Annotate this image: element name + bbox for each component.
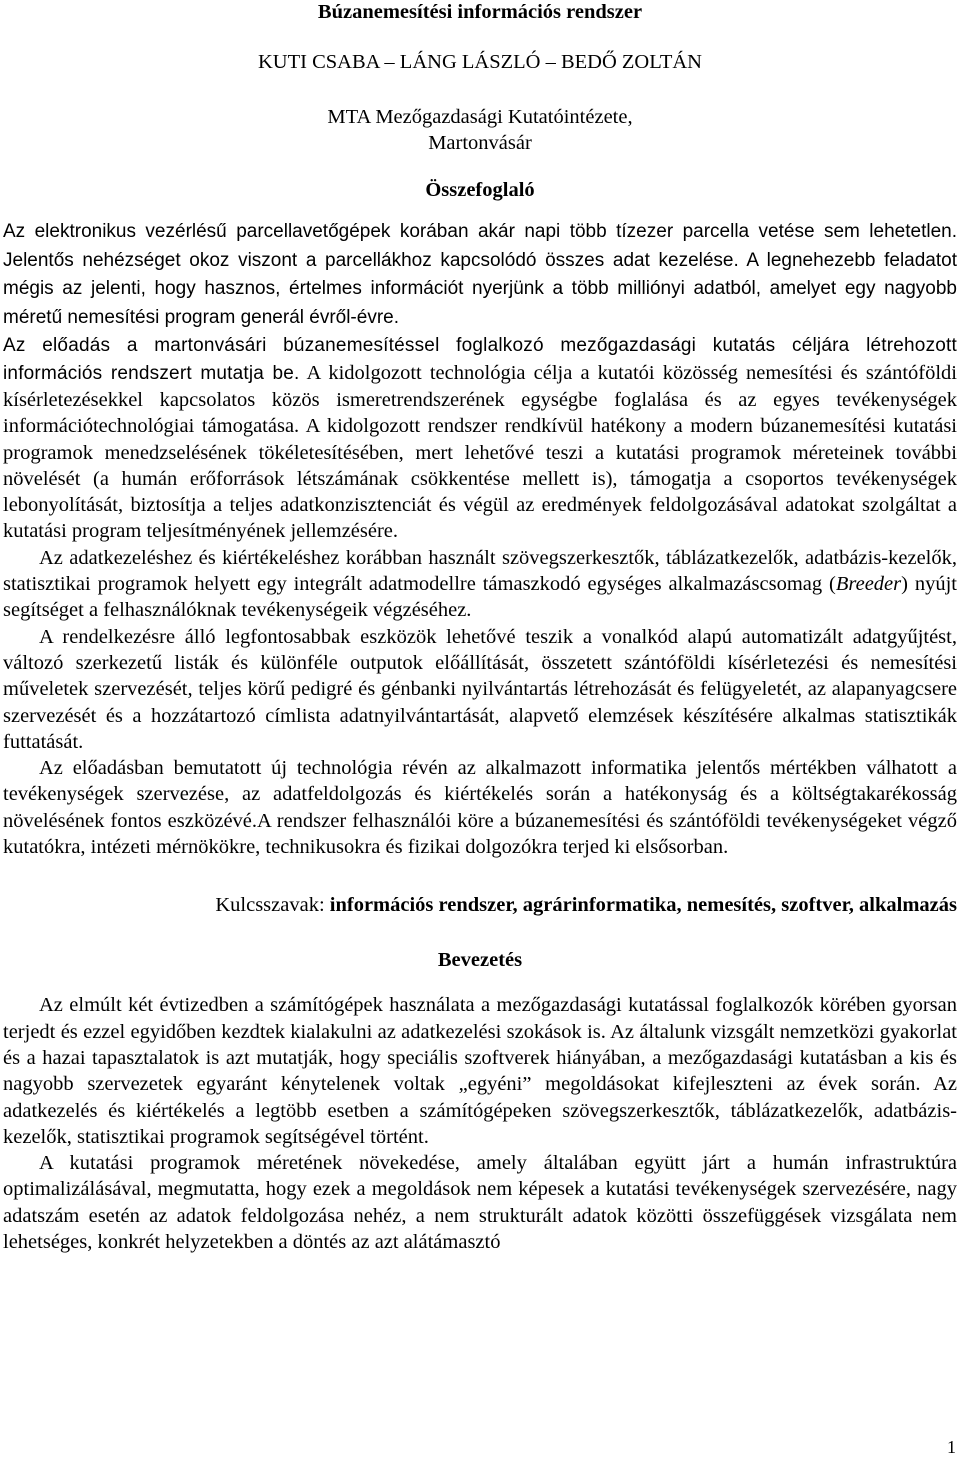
abstract-paragraph-3: [3, 545, 957, 624]
introduction-body: [3, 992, 957, 1255]
affiliation-line-1: MTA Mezőgazdasági Kutatóintézete,: [327, 106, 633, 128]
introduction-heading: Bevezetés: [437, 949, 523, 972]
affiliation-line-2: Martonvásár: [428, 132, 532, 154]
abstract-paragraph-3-start: Az adatkezeléshez és kiértékeléshez korábban használt szövegszerkesztők, táblázatkezelők, adatbázis-kezelők, statisztikai programok helyett egy integrált adatmodellre támaszkodó egységes alkalmazáscsomag (: [3, 546, 957, 596]
introduction-paragraph-1: Az elmúlt két évtizedben a számítógépek használata a mezőgazdasági kutatással foglalkozók körében gyorsan terjedt és ezzel egyidőben kezdtek kialakulni az adatkezelési szokások is. Az általunk vizsgált nemzetközi gyakorlat és a hazai tapasztalatok is azt mutatják, hogy speciális szoftverek hiányában, a mezőgazdasági kutatásban a kis és nagyobb szervezetek egyaránt kénytelenek voltak „egyéni” megoldásokat kifejleszteni az évek során. Az adatkezelés és kiértékelés a legtöbb esetben a számítógépeken szövegszerkesztők, táblázatkezelők, adatbázis-kezelők, statisztikai programok segítségével történt.: [3, 994, 957, 1148]
document-page: [3, 0, 957, 1255]
abstract-paragraph-2-serif: [3, 332, 957, 544]
abstract-paragraph-5: Az előadásban bemutatott új technológia révén az alkalmazott informatika jelentős mértékben válhatott a tevékenységek szervezése, az adatfeldolgozás és kiértékelés során a hatékonyság és a költségtakarékosság növelésének fontos eszközévé.A rendszer felhasználói köre a búzanemesítési és szántóföldi tevékenységeket végző kutatókra, intézeti mérnökökre, technikusokra és fizikai dolgozókra terjed ki elsősorban.: [3, 757, 957, 859]
abstract-paragraph-2-tail: A kidolgozott technológia célja a kutatói közösség nemesítési és szántóföldi kísérletezésekkel kapcsolatos közös ismeretrendszerének egységbe foglalása és az egyes tevékenységek információtechnológiai támogatása. A kidolgozott rendszer rendkívül hatékony a modern búzanemesítési kutatási programok menedzselésének tökéletesítésében, mert lehetővé teszi a kutatási programok méreteinek további növelését (a humán erőforrások létszámának csökkentése mellett is), támogatja a csoportos tevékenységek lebonyolítását, biztosítja a teljes adatkonzisztenciát és végül az eredmények feldolgozásával adatokat szolgáltat a kutatási program teljesítményének jellemzésére.: [3, 361, 957, 543]
author-list: KUTI CSABA – LÁNG LÁSZLÓ – BEDŐ ZOLTÁN: [258, 51, 702, 73]
keywords-line: [3, 892, 957, 918]
abstract-heading: Összefoglaló: [425, 179, 535, 201]
keywords-list: információs rendszer, agrárinformatika, nemesítés, szoftver, alkalmazás: [329, 894, 957, 917]
abstract-paragraph-2-lead: Az előadás a martonvásári búzanemesítéssel foglalkozó mezőgazdasági kutatás céljára létrehozott információs rendszert mutatja be.: [3, 335, 957, 384]
paper-title: Búzanemesítési információs rendszer: [317, 1, 643, 23]
page-number: 1: [947, 1437, 956, 1457]
abstract-paragraph-3-end: ) nyújt segítséget a felhasználóknak tevékenységeik végzéséhez.: [3, 573, 957, 622]
introduction-paragraph-2: A kutatási programok méretének növekedése, amely általában együtt járt a humán infrastruktúra optimalizálásával, megmutatta, hogy ezek a megoldások nem képesek a kutatási tevékenységek szervezésére, nagy adatszám esetén az adatok feldolgozása nehéz, a nem strukturált adatok közötti összefüggések vizsgálata nem lehetséges, konkrét helyzetekben a döntés az azt alátámasztó: [3, 1152, 957, 1253]
keywords-label: Kulcsszavak:: [215, 894, 330, 917]
abstract-paragraph-1: Az elektronikus vezérlésű parcellavetőgépek korában akár napi több tízezer parcella vetése sem lehetetlen. Jelentős nehézséget okoz viszont a parcellákhoz kapcsolódó összes adat kezelése. A legnehezebb feladatot mégis az jelenti, hogy hasznos, értelmes információt nyerjünk a több milliónyi adatból, amelyet egy nagyobb méretű nemesítési program generál évről-évre.: [3, 221, 957, 328]
software-name: Breeder: [835, 573, 902, 596]
abstract-paragraph-4: A rendelkezésre álló legfontosabbak eszközök lehetővé teszik a vonalkód alapú automatizált adatgyűjtést, változó szerkezetű listák és különféle outputok előállítását, összetett szántóföldi kísérletezési és nemesítési műveletek szervezését, teljes körű pedigré és génbanki nyilvántartás létrehozását és felügyeletét, az alapanyagcsere szervezését és a hozzátartozó címlista adatnyilvántartását, alapvető elemzések készítésére alkalmas statisztikák futtatását.: [3, 625, 957, 753]
abstract-sans-block: [3, 218, 957, 332]
abstract-serif-body: [3, 332, 957, 860]
affiliation: [3, 104, 957, 156]
